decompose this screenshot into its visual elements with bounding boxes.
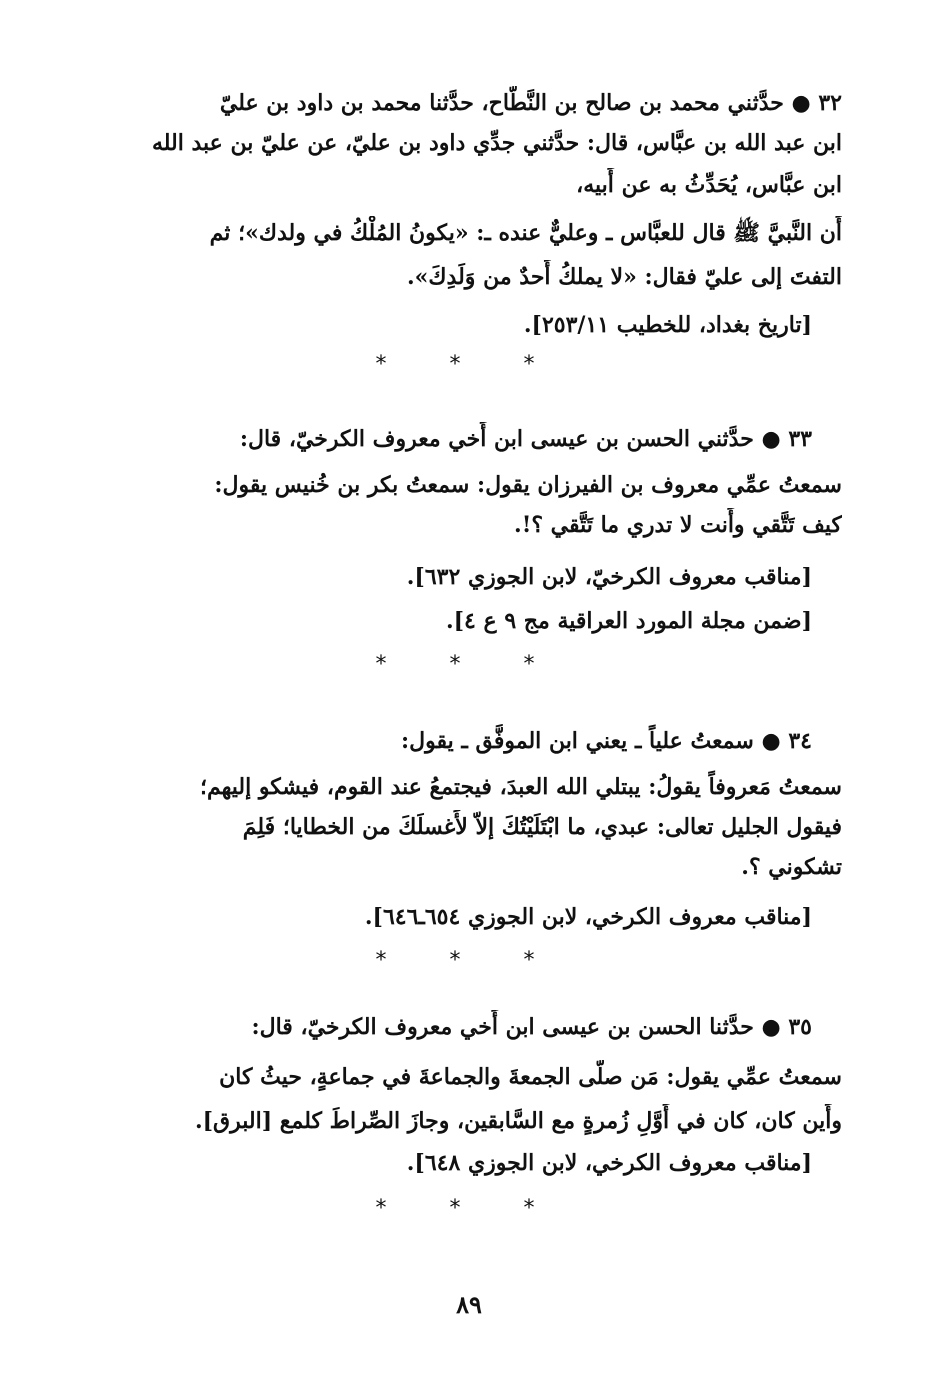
entry-33-line-3: كيف تَتَّقي وأَنت لا تدري ما تَتَّقي ؟!. bbox=[514, 512, 842, 538]
entry-35-line-3: وأَين كان، كان في أَوَّلِ زُمرةٍ مع السَّابقين، وجازَ الصِّراطَ كلمع [البرق]. bbox=[194, 1108, 842, 1134]
entry-32-citation: [تاريخ بغداد، للخطيب ٢٥٣/١١]. bbox=[523, 312, 812, 338]
entry-32-line-2: ابن عبد الله بن عبَّاس، قال: حدَّثني جدِّي داود بن عليّ، عن عليّ بن عبد الله bbox=[151, 130, 842, 156]
section-separator: * * * bbox=[375, 1196, 563, 1221]
section-separator: * * * bbox=[375, 948, 563, 973]
entry-34-citation: [مناقب معروف الكرخي، لابن الجوزي ٦٥٤ـ٦٤٦]. bbox=[364, 904, 812, 930]
entry-34-line-3: فيقول الجليل تعالى: عبدي، ما ابْتَلَيْتُكَ إلاّ لأَغسلَكَ من الخطايا؛ فَلِمَ bbox=[242, 814, 842, 840]
section-separator: * * * bbox=[375, 652, 563, 677]
entry-33-line-1: ٣٣ ● حدَّثني الحسن بن عيسى ابن أَخي معروف الكرخيّ، قال: bbox=[239, 426, 812, 452]
page-number: ٨٩ bbox=[456, 1290, 482, 1319]
entry-35-line-2: سمعتُ عمِّي يقول: مَن صلَّى الجمعةَ والجماعةَ في جماعةٍ، حيثُ كان bbox=[219, 1064, 842, 1090]
entry-33-citation-2: [ضمن مجلة المورد العراقية مج ٩ ع ٤]. bbox=[445, 608, 812, 634]
entry-35-line-1: ٣٥ ● حدَّثنا الحسن بن عيسى ابن أَخي معروف الكرخيّ، قال: bbox=[251, 1014, 812, 1040]
section-separator: * * * bbox=[375, 352, 563, 377]
entry-34-line-4: تشكوني ؟. bbox=[741, 854, 842, 880]
entry-32-line-3: ابن عبَّاس، يُحَدِّثُ به عن أَبيه، bbox=[576, 172, 842, 198]
entry-33-citation-1: [مناقب معروف الكرخيّ، لابن الجوزي ٦٣٢]. bbox=[406, 564, 812, 590]
entry-32-line-4: أَن النَّبيَّ ﷺ قال للعبَّاس ـ وعليٌّ عنده ـ: «يكونُ المُلْكُ في ولدك»؛ ثم bbox=[209, 220, 842, 246]
entry-32-line-5: التفتَ إلى عليّ فقال: «لا يملكُ أَحدٌ من وَلَدِكَ». bbox=[407, 264, 842, 290]
entry-33-line-2: سمعتُ عمِّي معروف بن الفيرزان يقول: سمعتُ بكر بن خُنيس يقول: bbox=[214, 472, 842, 498]
entry-32-line-1: ٣٢ ● حدَّثني محمد بن صالح بن النَّطَّاح، حدَّثنا محمد بن داود بن عليّ bbox=[219, 90, 842, 116]
entry-34-line-2: سمعتُ مَعروفاً يقولُ: يبتلي الله العبدَ، فيجتمعُ عند القوم، فيشكو إليهم؛ bbox=[200, 774, 842, 800]
entry-34-line-1: ٣٤ ● سمعتُ علياً ـ يعني ابن الموفَّق ـ يقول: bbox=[401, 728, 812, 754]
entry-35-citation: [مناقب معروف الكرخي، لابن الجوزي ٦٤٨]. bbox=[406, 1150, 812, 1176]
